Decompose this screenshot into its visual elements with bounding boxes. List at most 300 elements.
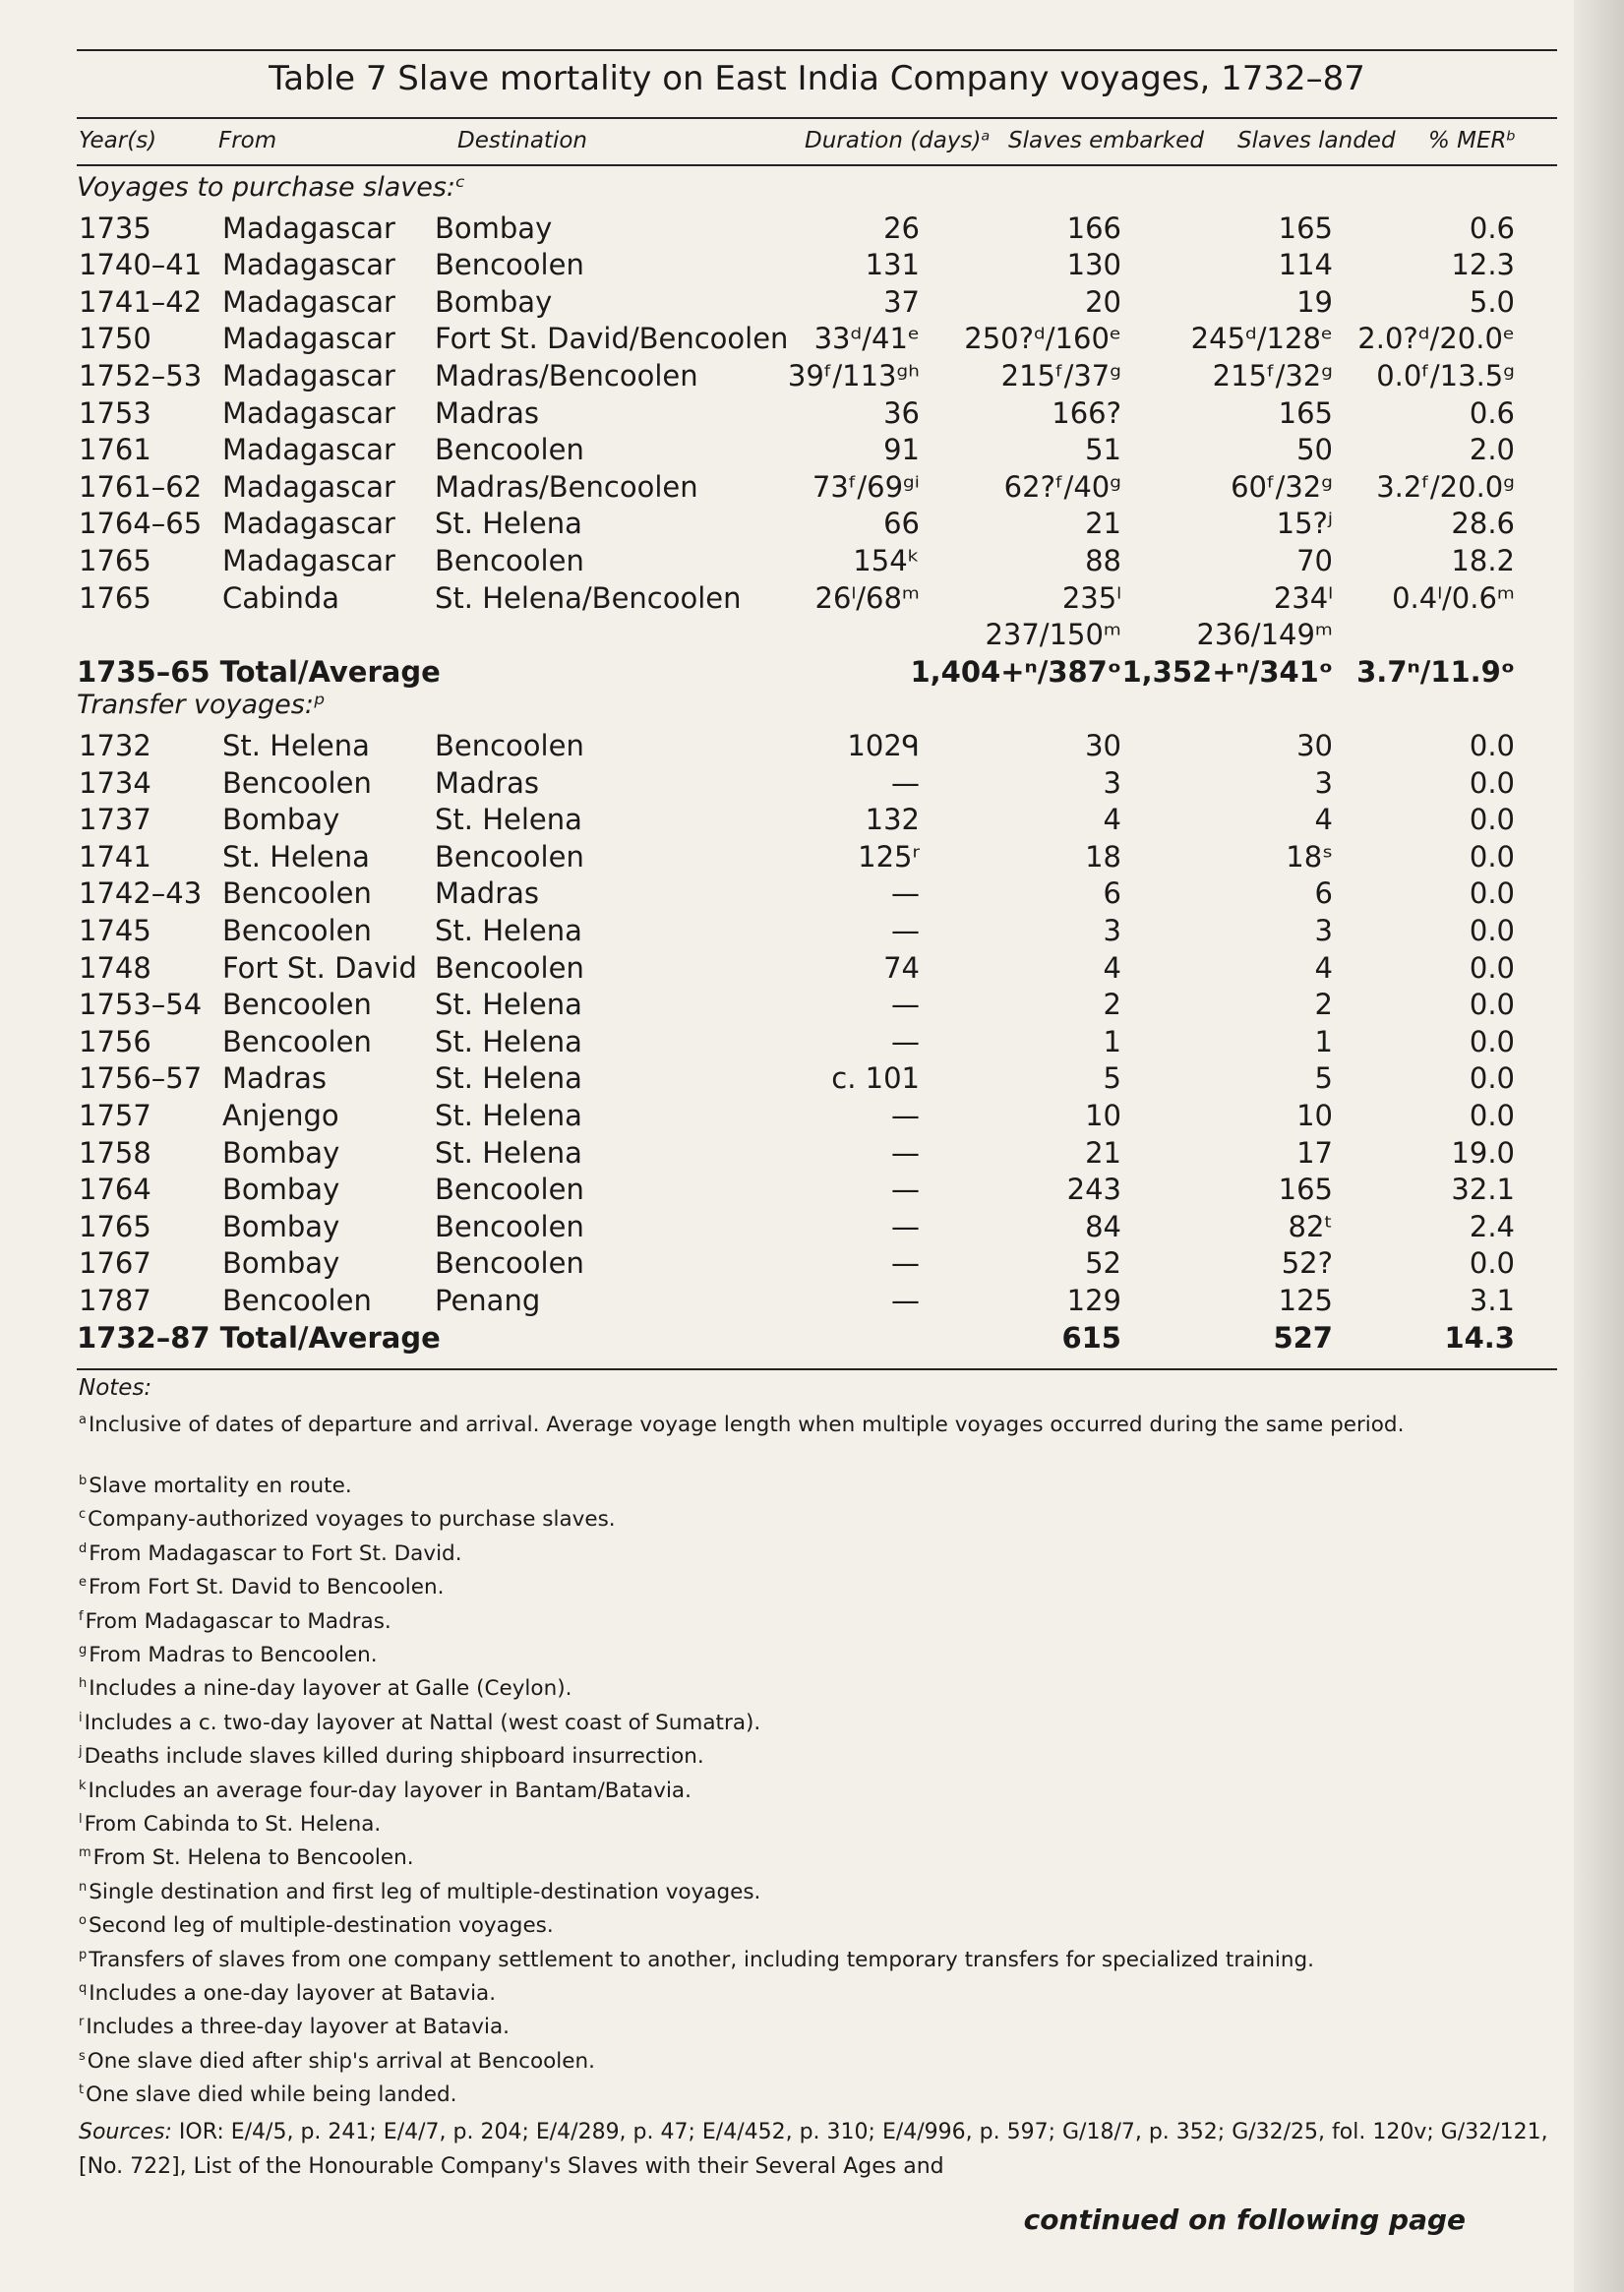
table-row <box>0 875 1574 912</box>
cell-destination: St. Helena <box>435 1099 582 1132</box>
footnote-text: Slave mortality en route. <box>89 1474 352 1499</box>
footnote <box>79 1601 1554 1637</box>
footnote-text: One slave died after ship's arrival at Bencoolen. <box>87 2048 595 2074</box>
cell-landed: 3 <box>1314 765 1333 800</box>
footnote-mark: g <box>79 1643 88 1658</box>
cell-mer: 18.2 <box>1451 544 1515 577</box>
total-mer: 14.3 <box>1444 1320 1515 1355</box>
footnote-text: Single destination and first leg of multiple-destination voyages. <box>89 1879 761 1904</box>
cell-landed: 17 <box>1296 1135 1333 1170</box>
cell-year: 1752–53 <box>79 359 203 392</box>
footnote-text: Inclusive of dates of departure and arrival. Average voyage length when multiple voyages occurred during the same period. <box>88 1413 1405 1438</box>
total-landed: 1,352+ⁿ/341ᵒ <box>1121 654 1333 689</box>
cell-duration: — <box>891 1284 920 1317</box>
sources <box>79 2115 1554 2184</box>
cell-destination: Bencoolen <box>435 433 584 467</box>
table-row <box>0 912 1574 949</box>
cell-landed: 5 <box>1314 1061 1333 1096</box>
top-rule <box>77 49 1557 51</box>
footnote-mark: n <box>79 1879 88 1895</box>
footnote <box>79 2041 1554 2077</box>
cell-year: 1753–54 <box>79 988 203 1022</box>
cell-landed: 19 <box>1296 284 1333 319</box>
cell-embarked: 3 <box>1103 914 1121 947</box>
cell-destination: Madras <box>435 395 540 430</box>
cell-mer: 0.0ᶠ/13.5ᵍ <box>1376 359 1515 392</box>
footnote-mark: s <box>79 2048 86 2064</box>
table-row <box>0 727 1574 764</box>
cell-destination: Bencoolen <box>435 839 584 874</box>
cell-mer: 0.0 <box>1469 1024 1515 1058</box>
cell-year: 1765 <box>79 544 151 577</box>
cell-from: Bombay <box>222 803 340 837</box>
col-header-embarked: Slaves embarked <box>1008 128 1204 153</box>
cell-year: 1753 <box>79 395 151 430</box>
footnote-mark: m <box>79 1845 91 1861</box>
footnote-text: From Madagascar to Fort St. David. <box>89 1540 462 1566</box>
table-row <box>0 320 1574 357</box>
cell-embarked: 21 <box>1085 507 1121 541</box>
cell-duration: 132 <box>865 803 920 837</box>
cell-mer: 3.1 <box>1469 1284 1515 1317</box>
cell-mer: 5.0 <box>1469 284 1515 319</box>
cell-embarked: 10 <box>1085 1099 1121 1132</box>
cell-duration: — <box>891 765 920 800</box>
cell-duration: — <box>891 1173 920 1207</box>
footnote <box>79 1804 1554 1840</box>
sources-label: Sources: <box>79 2120 172 2144</box>
table-row <box>0 579 1574 617</box>
total-row <box>0 653 1574 691</box>
footnote-mark: l <box>79 1812 83 1827</box>
col-header-landed: Slaves landed <box>1237 128 1396 153</box>
cell-from: Madagascar <box>222 322 395 356</box>
cell-landed: 60ᶠ/32ᵍ <box>1231 469 1333 504</box>
cell-embarked: 6 <box>1103 876 1121 911</box>
total-row <box>0 1319 1574 1357</box>
cell-landed: 125 <box>1278 1284 1333 1317</box>
header-rule-bottom <box>77 164 1557 166</box>
footnote-mark: e <box>79 1575 87 1591</box>
footnote-text: From Cabinda to St. Helena. <box>84 1812 382 1838</box>
section-heading: Voyages to purchase slaves:ᶜ <box>77 172 465 203</box>
cell-duration: — <box>891 876 920 911</box>
section-heading: Transfer voyages:ᵖ <box>77 690 326 721</box>
cell-from: Bencoolen <box>222 765 372 800</box>
cell-duration: — <box>891 1099 920 1132</box>
cell-mer: 19.0 <box>1451 1135 1515 1170</box>
cell-destination: St. Helena <box>435 1135 582 1170</box>
cell-year: 1758 <box>79 1135 151 1170</box>
cell-mer: 0.0 <box>1469 803 1515 837</box>
col-header-from: From <box>218 128 277 153</box>
footnote-text: From Madagascar to Madras. <box>85 1608 391 1634</box>
footnote <box>79 1534 1554 1569</box>
footnote-text: One slave died while being landed. <box>86 2082 457 2108</box>
footnote-text: From Fort St. David to Bencoolen. <box>89 1575 445 1600</box>
footnote <box>79 1736 1554 1772</box>
footnote-mark: t <box>79 2082 85 2098</box>
cell-from: Bencoolen <box>222 988 372 1022</box>
cell-landed: 3 <box>1314 914 1333 947</box>
cell-year: 1737 <box>79 803 151 837</box>
cell-year: 1757 <box>79 1099 151 1132</box>
cell-destination: Bencoolen <box>435 1246 584 1281</box>
cell-embarked: 84 <box>1085 1209 1121 1243</box>
cell-landed: 2 <box>1314 988 1333 1022</box>
table-row <box>0 764 1574 802</box>
cell-from: Madagascar <box>222 284 395 319</box>
footnote <box>79 1499 1554 1535</box>
col-header-mer: % MERᵇ <box>1428 128 1517 153</box>
cell-duration: 74 <box>883 950 920 985</box>
cell-from: Bencoolen <box>222 914 372 947</box>
cell-from: St. Helena <box>222 839 370 874</box>
table-row <box>0 1208 1574 1245</box>
table-row <box>0 986 1574 1023</box>
cell-destination: Bencoolen <box>435 1173 584 1207</box>
cell-mer: 0.0 <box>1469 1246 1515 1281</box>
footnote-mark: c <box>79 1507 87 1523</box>
table-row <box>0 357 1574 394</box>
cell-landed: 165 <box>1278 211 1333 245</box>
cell-from: Bombay <box>222 1135 340 1170</box>
cell-landed: 165 <box>1278 395 1333 430</box>
footnote-mark: d <box>79 1540 88 1556</box>
cell-mer: 0.0 <box>1469 839 1515 874</box>
table-row <box>0 1097 1574 1134</box>
cell-from: Bombay <box>222 1246 340 1281</box>
footnote-text: From St. Helena to Bencoolen. <box>92 1845 414 1871</box>
cell-landed: 114 <box>1278 248 1333 282</box>
cell-year: 1765 <box>79 1209 151 1243</box>
cell-mer: 0.0 <box>1469 1061 1515 1096</box>
cell-landed: 1 <box>1314 1024 1333 1058</box>
cell-destination: St. Helena <box>435 507 582 541</box>
footnote-mark: h <box>79 1676 88 1692</box>
footnote-mark: q <box>79 1981 88 1996</box>
table-row <box>0 616 1574 653</box>
cell-landed: 30 <box>1296 729 1333 762</box>
footnote-mark: b <box>79 1474 88 1488</box>
cell-destination: Bencoolen <box>435 248 584 282</box>
total-label: 1735–65 Total/Average <box>77 654 441 689</box>
cell-landed: 50 <box>1296 433 1333 467</box>
cell-from: Bencoolen <box>222 1024 372 1058</box>
cell-embarked: 52 <box>1085 1246 1121 1281</box>
cell-landed: 215ᶠ/32ᵍ <box>1212 359 1333 392</box>
cell-mer: 28.6 <box>1451 507 1515 541</box>
table-row <box>0 1244 1574 1282</box>
table-row <box>0 949 1574 987</box>
cell-embarked: 2 <box>1103 988 1121 1022</box>
footnote-mark: i <box>79 1710 83 1725</box>
cell-landed: 4 <box>1314 950 1333 985</box>
total-embarked: 615 <box>1061 1320 1121 1355</box>
cell-destination: Fort St. David/Bencoolen <box>435 322 789 356</box>
cell-year: 1767 <box>79 1246 151 1281</box>
total-embarked: 1,404+ⁿ/387ᵒ <box>910 654 1121 689</box>
footnote-text: Second leg of multiple-destination voyages. <box>88 1913 554 1939</box>
cell-embarked: 129 <box>1066 1284 1121 1317</box>
cell-year: 1765 <box>79 580 151 615</box>
cell-destination: St. Helena <box>435 1024 582 1058</box>
cell-from: Bombay <box>222 1209 340 1243</box>
footnote <box>79 1635 1554 1670</box>
cell-from: Fort St. David <box>222 950 417 985</box>
cell-year: 1745 <box>79 914 151 947</box>
table-row <box>0 468 1574 506</box>
cell-destination: Madras <box>435 765 540 800</box>
cell-embarked: 51 <box>1085 433 1121 467</box>
cell-mer: 12.3 <box>1451 248 1515 282</box>
cell-duration: 73ᶠ/69ᵍⁱ <box>812 469 920 504</box>
cell-destination: St. Helena <box>435 1061 582 1096</box>
total-label: 1732–87 Total/Average <box>77 1320 441 1355</box>
cell-duration: c. 101 <box>831 1061 920 1096</box>
cell-year: 1741–42 <box>79 284 203 319</box>
cell-from: Madagascar <box>222 433 395 467</box>
cell-duration: 91 <box>883 433 920 467</box>
cell-duration: 154ᵏ <box>853 544 920 577</box>
cell-from: Anjengo <box>222 1099 339 1132</box>
cell-duration: 131 <box>865 248 920 282</box>
cell-from: Madagascar <box>222 507 395 541</box>
cell-embarked: 215ᶠ/37ᵍ <box>1000 359 1121 392</box>
cell-from: Madagascar <box>222 469 395 504</box>
cell-year: 1742–43 <box>79 876 203 911</box>
header-rule-top <box>77 117 1557 119</box>
table-row <box>0 1023 1574 1060</box>
cell-embarked: 250?ᵈ/160ᵉ <box>964 322 1121 356</box>
footnote-text: Includes a three-day layover at Batavia. <box>86 2015 511 2040</box>
cell-landed: 52? <box>1281 1246 1333 1281</box>
cell-destination: Penang <box>435 1284 541 1317</box>
cell-year: 1748 <box>79 950 151 985</box>
cell-from: Madras <box>222 1061 328 1096</box>
footnote-text: Company-authorized voyages to purchase slaves. <box>88 1507 616 1533</box>
footnote <box>79 1405 1554 1440</box>
cell-duration: 125ʳ <box>858 839 920 874</box>
cell-year: 1750 <box>79 322 151 356</box>
footnote <box>79 1466 1554 1501</box>
cell-year: 1734 <box>79 765 151 800</box>
cell-from: Bombay <box>222 1173 340 1207</box>
table-row <box>0 431 1574 468</box>
cell-duration: 26 <box>883 211 920 245</box>
cell-mer: 0.0 <box>1469 914 1515 947</box>
cell-destination: Bencoolen <box>435 950 584 985</box>
cell-duration: — <box>891 914 920 947</box>
footnote-mark: k <box>79 1778 87 1793</box>
footnote <box>79 1703 1554 1738</box>
cell-mer: 0.0 <box>1469 988 1515 1022</box>
cell-embarked: 1 <box>1103 1024 1121 1058</box>
cell-from: Cabinda <box>222 580 340 615</box>
notes-label: Notes: <box>79 1375 152 1401</box>
cell-landed: 165 <box>1278 1173 1333 1207</box>
cell-destination: St. Helena <box>435 914 582 947</box>
cell-mer: 3.2ᶠ/20.0ᵍ <box>1376 469 1515 504</box>
cell-year: 1787 <box>79 1284 151 1317</box>
table-row <box>0 283 1574 321</box>
col-header-duration: Duration (days)ᵃ <box>805 128 991 153</box>
cell-landed: 15?ʲ <box>1276 507 1333 541</box>
footnote <box>79 1567 1554 1602</box>
cell-duration: 39ᶠ/113ᵍʰ <box>787 359 920 392</box>
footnote-text: Includes an average four-day layover in Bantam/Batavia. <box>88 1778 692 1803</box>
cell-destination: Madras/Bencoolen <box>435 469 698 504</box>
cell-year: 1735 <box>79 211 151 245</box>
cell-duration: — <box>891 1246 920 1281</box>
total-mer: 3.7ⁿ/11.9ᵒ <box>1356 654 1515 689</box>
cell-destination: Bombay <box>435 211 553 245</box>
cell-landed: 18ˢ <box>1286 839 1333 874</box>
cell-destination: Madras/Bencoolen <box>435 359 698 392</box>
cell-embarked: 3 <box>1103 765 1121 800</box>
cell-year: 1761 <box>79 433 151 467</box>
table-row <box>0 505 1574 542</box>
footnote <box>79 2007 1554 2042</box>
cell-mer: 0.0 <box>1469 729 1515 762</box>
cell-from: Bencoolen <box>222 876 372 911</box>
cell-mer: 0.6 <box>1469 395 1515 430</box>
cell-mer: 32.1 <box>1451 1173 1515 1207</box>
footnote-mark: p <box>79 1947 88 1962</box>
cell-mer: 0.0 <box>1469 1099 1515 1132</box>
cell-embarked: 130 <box>1066 248 1121 282</box>
cell-landed: 236/149ᵐ <box>1196 618 1333 652</box>
cell-embarked: 235ˡ <box>1061 580 1121 615</box>
cell-duration: — <box>891 1024 920 1058</box>
cell-landed: 82ᵗ <box>1288 1209 1333 1243</box>
table-row <box>0 1171 1574 1208</box>
footnote-text: Includes a nine-day layover at Galle (Ceylon). <box>89 1676 572 1702</box>
cell-year: 1761–62 <box>79 469 203 504</box>
cell-duration: 102ᑫ <box>847 729 920 762</box>
cell-embarked: 20 <box>1085 284 1121 319</box>
facing-page-edge <box>1574 0 1624 2292</box>
table-row <box>0 246 1574 283</box>
footnote-text: Includes a c. two-day layover at Nattal (west coast of Sumatra). <box>84 1710 761 1735</box>
cell-landed: 70 <box>1296 544 1333 577</box>
cell-mer: 2.0?ᵈ/20.0ᵉ <box>1357 322 1515 356</box>
table-row <box>0 394 1574 432</box>
footnote-mark: f <box>79 1608 84 1624</box>
cell-embarked: 166? <box>1052 395 1121 430</box>
footnote-text: Transfers of slaves from one company settlement to another, including temporary transfers for specialized training. <box>89 1947 1315 1972</box>
cell-destination: Bencoolen <box>435 1209 584 1243</box>
cell-embarked: 62?ᶠ/40ᵍ <box>1003 469 1121 504</box>
cell-destination: Bencoolen <box>435 729 584 762</box>
footnote <box>79 1872 1554 1907</box>
footnote-mark: a <box>79 1413 87 1427</box>
cell-from: St. Helena <box>222 729 370 762</box>
cell-landed: 234ˡ <box>1273 580 1333 615</box>
cell-destination: Madras <box>435 876 540 911</box>
footnote <box>79 2075 1554 2110</box>
cell-duration: — <box>891 1135 920 1170</box>
cell-year: 1756–57 <box>79 1061 203 1096</box>
table-row <box>0 1282 1574 1319</box>
cell-duration: 37 <box>883 284 920 319</box>
cell-embarked: 18 <box>1085 839 1121 874</box>
footnote <box>79 1940 1554 1975</box>
cell-year: 1732 <box>79 729 151 762</box>
footnote-text: From Madras to Bencoolen. <box>89 1643 378 1668</box>
cell-from: Bencoolen <box>222 1284 372 1317</box>
cell-destination: St. Helena <box>435 988 582 1022</box>
footnote-mark: r <box>79 2015 85 2030</box>
cell-mer: 0.4ˡ/0.6ᵐ <box>1392 580 1515 615</box>
cell-year: 1756 <box>79 1024 151 1058</box>
footnote-mark: j <box>79 1744 83 1760</box>
footnote-text: Includes a one-day layover at Batavia. <box>89 1981 497 2007</box>
table-row <box>0 1134 1574 1172</box>
cell-landed: 6 <box>1314 876 1333 911</box>
cell-destination: Bombay <box>435 284 553 319</box>
cell-embarked: 4 <box>1103 803 1121 837</box>
continued-note: continued on following page <box>1023 2203 1466 2236</box>
cell-duration: 36 <box>883 395 920 430</box>
footnote <box>79 1771 1554 1806</box>
table-bottom-rule <box>77 1368 1557 1370</box>
cell-destination: Bencoolen <box>435 544 584 577</box>
cell-year: 1764 <box>79 1173 151 1207</box>
cell-duration: 33ᵈ/41ᵉ <box>813 322 920 356</box>
footnote <box>79 1838 1554 1873</box>
table-row <box>0 838 1574 875</box>
cell-embarked: 21 <box>1085 1135 1121 1170</box>
cell-mer: 0.0 <box>1469 950 1515 985</box>
cell-embarked: 166 <box>1066 211 1121 245</box>
cell-embarked: 237/150ᵐ <box>985 618 1121 652</box>
cell-embarked: 88 <box>1085 544 1121 577</box>
cell-landed: 10 <box>1296 1099 1333 1132</box>
cell-year: 1740–41 <box>79 248 203 282</box>
col-header-year: Year(s) <box>79 128 157 153</box>
cell-mer: 0.6 <box>1469 211 1515 245</box>
footnote-mark: o <box>79 1913 87 1929</box>
cell-duration: 26ˡ/68ᵐ <box>814 580 920 615</box>
footnote <box>79 1905 1554 1941</box>
cell-from: Madagascar <box>222 359 395 392</box>
cell-mer: 0.0 <box>1469 876 1515 911</box>
sources-text: IOR: E/4/5, p. 241; E/4/7, p. 204; E/4/289, p. 47; E/4/452, p. 310; E/4/996, p. 597; G/18/7, p. 352; G/32/25, fol. 120v; G/32/121, [No. 722], List of the Honourable Company's Slaves with their Several Ages and <box>79 2120 1548 2179</box>
cell-duration: 66 <box>883 507 920 541</box>
cell-destination: St. Helena <box>435 803 582 837</box>
total-landed: 527 <box>1273 1320 1333 1355</box>
footnote <box>79 1668 1554 1704</box>
cell-from: Madagascar <box>222 248 395 282</box>
cell-embarked: 5 <box>1103 1061 1121 1096</box>
cell-mer: 2.0 <box>1469 433 1515 467</box>
cell-landed: 245ᵈ/128ᵉ <box>1190 322 1333 356</box>
cell-embarked: 30 <box>1085 729 1121 762</box>
cell-embarked: 243 <box>1066 1173 1121 1207</box>
table-row <box>0 542 1574 579</box>
table-row <box>0 801 1574 838</box>
footnote <box>79 1973 1554 2009</box>
cell-mer: 0.0 <box>1469 765 1515 800</box>
cell-year: 1741 <box>79 839 151 874</box>
cell-year: 1764–65 <box>79 507 203 541</box>
cell-from: Madagascar <box>222 395 395 430</box>
footnote-text: Deaths include slaves killed during shipboard insurrection. <box>84 1744 704 1770</box>
col-header-destination: Destination <box>457 128 587 153</box>
cell-from: Madagascar <box>222 211 395 245</box>
cell-from: Madagascar <box>222 544 395 577</box>
